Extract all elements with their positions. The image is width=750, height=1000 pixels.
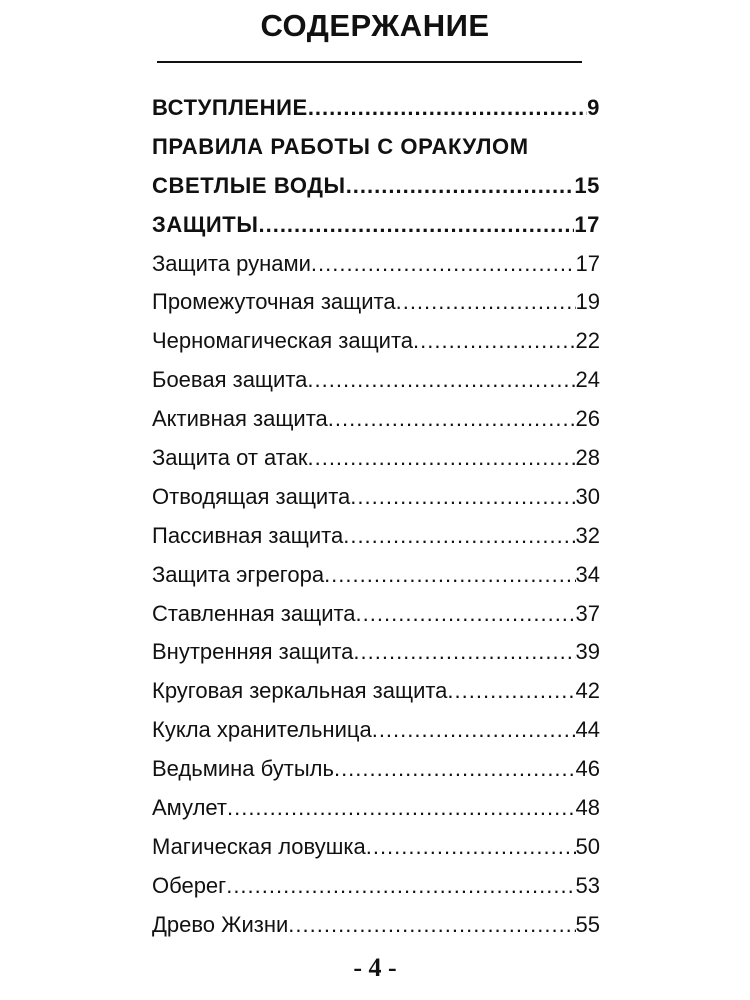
toc-entry-label: ВСТУПЛЕНИЕ (152, 95, 308, 120)
toc-entry (152, 478, 600, 517)
toc-entry-label: Промежуточная защита (152, 289, 396, 315)
title-underline (157, 61, 582, 63)
toc-entry-label: Кукла хранительница (152, 717, 372, 743)
toc-entry-label: Магическая ловушка (152, 833, 366, 859)
toc-entry-page: 42 (575, 678, 600, 704)
toc-leader-dots (356, 595, 576, 634)
toc-entry (152, 633, 600, 672)
toc-entry-page: 24 (575, 367, 600, 393)
toc-leader-dots (308, 89, 587, 128)
toc-entry-page: 53 (575, 872, 600, 898)
toc-entry-page: 30 (575, 483, 600, 509)
toc-entry (152, 595, 600, 634)
toc-entry (152, 828, 600, 867)
toc-leader-dots (311, 245, 576, 284)
toc-entry-label: Оберег (152, 872, 227, 898)
toc-entry-label: Пассивная защита (152, 522, 344, 548)
page-title: СОДЕРЖАНИЕ (260, 8, 490, 43)
toc-entry-page: 17 (574, 211, 600, 237)
toc-entry (152, 361, 600, 400)
toc-entry-page: 9 (587, 95, 600, 120)
toc-entry-label: Защита от атак (152, 445, 308, 471)
toc-entry-label: Защита рунами (152, 250, 311, 276)
toc-entry-label: Черномагическая защита (152, 328, 414, 354)
toc-entry (152, 89, 600, 128)
toc-leader-dots (396, 283, 576, 322)
toc-entry-label: Амулет (152, 795, 227, 821)
toc-entry-page: 44 (575, 717, 600, 743)
toc-leader-dots (307, 439, 575, 478)
toc-leader-dots (366, 828, 576, 867)
toc-entry-page: 46 (575, 756, 600, 782)
toc-entry-label: Круговая зеркальная защита (152, 678, 448, 704)
toc-entry (152, 789, 600, 828)
toc-entry-label: Ведьмина бутыль (152, 756, 334, 782)
toc-leader-dots (288, 906, 575, 945)
toc-entry (152, 750, 600, 789)
toc-entry-page: 28 (575, 445, 600, 471)
toc-leader-dots (447, 672, 575, 711)
toc-entry-label: ЗАЩИТЫ (152, 211, 259, 237)
toc-entry-label: СВЕТЛЫЕ ВОДЫ (152, 172, 346, 198)
toc-leader-dots (226, 867, 575, 906)
toc-entry-page: 26 (575, 406, 600, 432)
page-number: - 4 - (353, 953, 397, 982)
toc-entry (152, 245, 600, 284)
toc-leader-dots (258, 206, 574, 245)
toc-entry-label: Внутренняя защита (152, 639, 354, 665)
toc-entry-label: Боевая защита (152, 367, 308, 393)
toc-entry (152, 867, 600, 906)
toc-entry (152, 439, 600, 478)
toc-entry (152, 322, 600, 361)
toc-entry-page: 17 (575, 250, 600, 276)
toc-entry-label: Активная защита (152, 406, 328, 432)
toc-entry-label: Защита эгрегора (152, 561, 325, 587)
toc-entry (152, 400, 600, 439)
toc-entry (152, 517, 600, 556)
toc-entry-label: Ставленная защита (152, 600, 356, 626)
toc-leader-dots (350, 478, 575, 517)
toc-leader-dots (334, 750, 576, 789)
toc-leader-dots (307, 361, 575, 400)
toc-entry-label: Отводящая защита (152, 483, 351, 509)
toc-leader-dots (324, 556, 575, 595)
toc-leader-dots (413, 322, 575, 361)
toc-entry (152, 906, 600, 945)
toc-entry (152, 711, 600, 750)
toc-entry (152, 167, 600, 206)
toc-entry-page: 48 (575, 795, 600, 821)
table-of-contents (152, 89, 600, 945)
toc-leader-dots (227, 789, 576, 828)
toc-entry-page: 15 (574, 172, 600, 198)
toc-entry (152, 206, 600, 245)
toc-entry-label: ПРАВИЛА РАБОТЫ С ОРАКУЛОМ (152, 133, 529, 159)
toc-entry-page: 37 (575, 600, 600, 626)
toc-entry-page: 50 (575, 833, 600, 859)
toc-entry (152, 128, 600, 167)
toc-entry-page: 32 (575, 522, 600, 548)
toc-entry-page: 34 (575, 561, 600, 587)
toc-leader-dots (346, 167, 575, 206)
toc-leader-dots (372, 711, 576, 750)
toc-entry (152, 556, 600, 595)
toc-entry-page: 55 (575, 911, 600, 937)
toc-entry-label: Древо Жизни (152, 911, 289, 937)
toc-entry-page: 39 (575, 639, 600, 665)
toc-entry (152, 672, 600, 711)
toc-entry (152, 283, 600, 322)
toc-leader-dots (328, 400, 576, 439)
toc-entry-page: 22 (575, 328, 600, 354)
toc-leader-dots (353, 633, 575, 672)
toc-leader-dots (343, 517, 575, 556)
toc-entry-page: 19 (575, 289, 600, 315)
